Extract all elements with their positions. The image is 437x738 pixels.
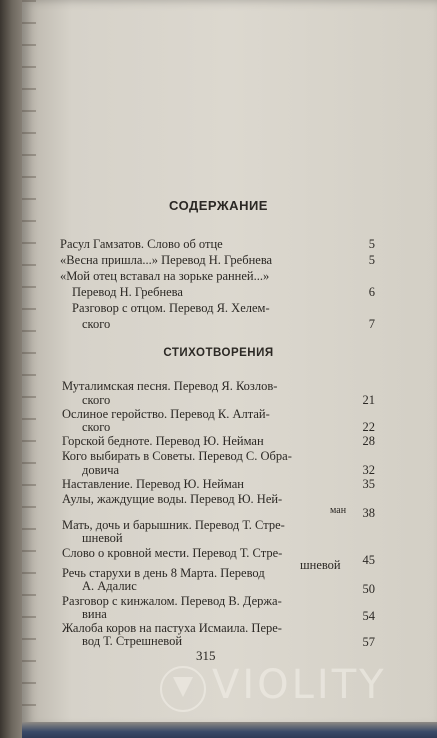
toc-entry-text: Горской бедноте. Перевод Ю. Нейман xyxy=(62,434,264,448)
toc-entry-text: Наставление. Перевод Ю. Нейман xyxy=(62,477,244,491)
toc-entry-text: Разговор с кинжалом. Перевод В. Держа- xyxy=(62,594,282,608)
toc-entry-page: 32 xyxy=(362,463,375,477)
toc-entry-page: 35 xyxy=(362,477,375,491)
toc-entry-text: Перевод Н. Гребнева xyxy=(72,285,183,299)
toc-entry-text: шневой xyxy=(82,531,123,545)
binding-stitches xyxy=(22,0,36,728)
toc-entry-text: Муталимская песня. Перевод Я. Козлов- xyxy=(62,379,278,393)
toc-entry-text: ского xyxy=(82,393,111,407)
watermark xyxy=(160,660,430,716)
toc-entry-page: 38 xyxy=(362,506,375,520)
toc-entry-text: А. Адалис xyxy=(82,579,137,593)
toc-entry-page: 45 xyxy=(362,553,375,567)
toc-entry-text: вина xyxy=(82,607,107,621)
toc-entry-text: Слово о кровной мести. Перевод Т. Стре- xyxy=(62,546,283,560)
toc-entry-text: ского xyxy=(82,420,111,434)
toc-entry-text: «Весна пришла...» Перевод Н. Гребнева xyxy=(60,253,273,267)
toc-entry-page: 22 xyxy=(362,420,375,434)
toc-entry-text: Мать, дочь и барышник. Перевод Т. Стре- xyxy=(62,518,285,532)
toc-entry-page: 54 xyxy=(362,609,375,623)
watermark-text: VIOLITY xyxy=(212,662,387,708)
toc-entry-page: 28 xyxy=(362,434,375,448)
toc-entry-text: Кого выбирать в Советы. Перевод С. Обра- xyxy=(62,449,292,463)
toc-entry-text: Ослиное геройство. Перевод К. Алтай- xyxy=(62,407,270,421)
cover-edge xyxy=(22,722,437,738)
toc-entry-text: «Мой отец вставал на зорьке ранней...» xyxy=(60,269,270,283)
violity-logo-icon xyxy=(160,666,206,712)
toc-entry-text: вод Т. Стрешневой xyxy=(82,634,183,648)
toc-entry-text: ман xyxy=(330,505,347,516)
toc-entry-text: ского xyxy=(82,317,111,331)
page-title: СОДЕРЖАНИЕ xyxy=(169,198,268,213)
toc-entry-text: Аулы, жаждущие воды. Перевод Ю. Ней- xyxy=(62,492,283,506)
page-number: 315 xyxy=(196,648,216,663)
toc-entry-page: 6 xyxy=(368,285,375,299)
toc-entry-text: Разговор с отцом. Перевод Я. Хелем- xyxy=(72,301,270,315)
toc-entry-page: 7 xyxy=(368,317,375,331)
toc-entry-text: Речь старухи в день 8 Марта. Перевод xyxy=(62,566,265,580)
toc-entry-text: довича xyxy=(82,463,120,477)
toc-entry-page: 57 xyxy=(362,635,375,649)
toc-entry-page: 5 xyxy=(368,237,375,251)
toc-entry-page: 21 xyxy=(362,393,375,407)
toc-entry-text: Жалоба коров на пастуха Исмаила. Пере- xyxy=(62,621,282,635)
toc-entry-text: шневой xyxy=(300,558,341,572)
section-title: СТИХОТВОРЕНИЯ xyxy=(163,347,274,359)
toc-entry-page: 50 xyxy=(362,582,375,596)
toc-entry-text: Расул Гамзатов. Слово об отце xyxy=(60,237,223,251)
toc-entry-page: 5 xyxy=(368,253,375,267)
